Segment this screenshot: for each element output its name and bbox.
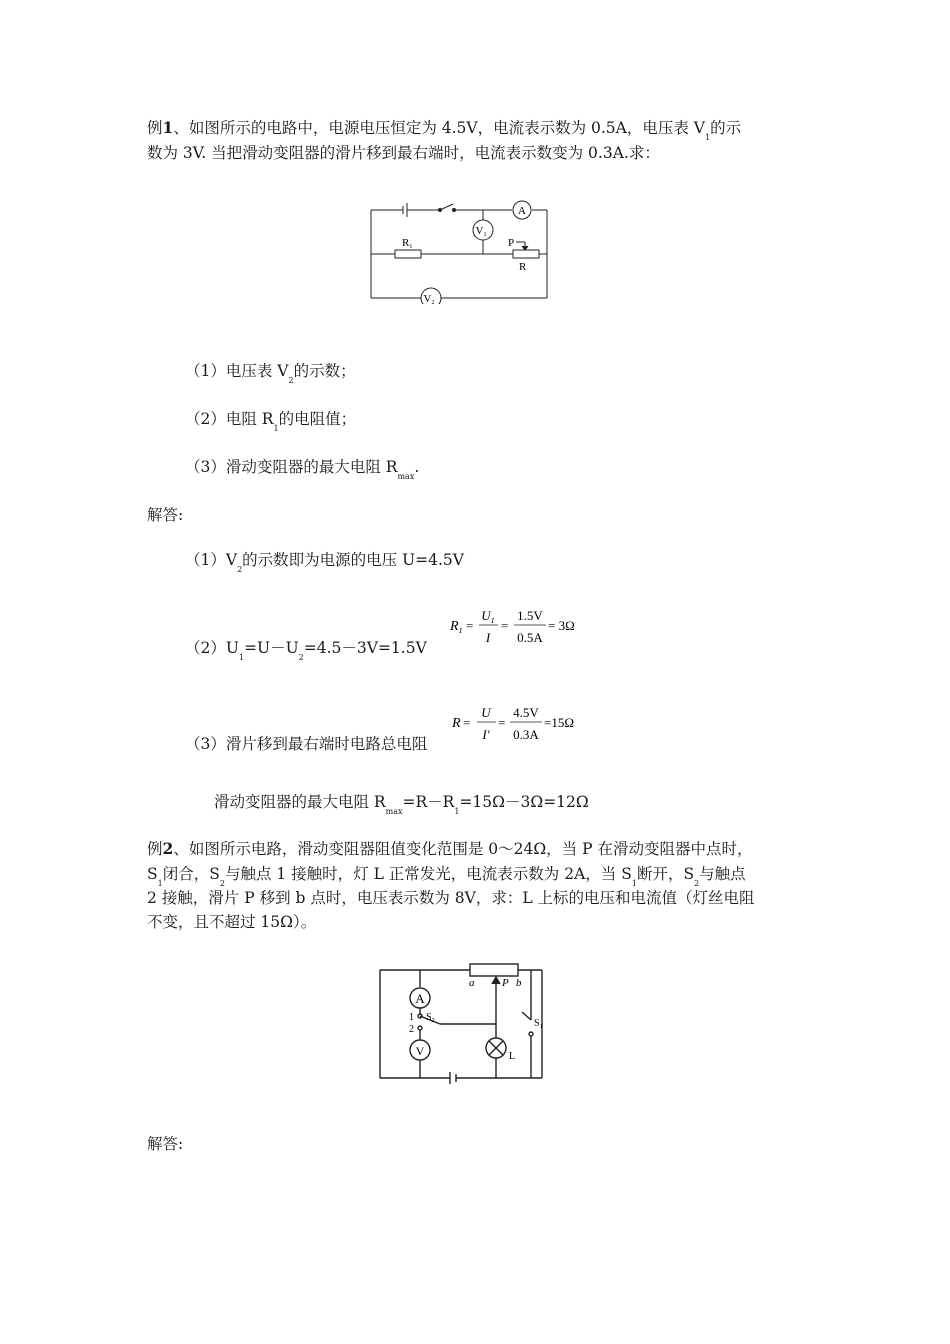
- ex2-line1: 例2、如图所示电路，滑动变阻器阻值变化范围是 0～24Ω，当 P 在滑动变阻器中点时，: [147, 839, 753, 858]
- s1-label: $S_1$: [534, 1018, 543, 1030]
- v1-label: V1: [475, 225, 487, 238]
- svg-text:R: R: [452, 716, 461, 731]
- svg-text:R1: $R_1$: [450, 619, 463, 635]
- svg-text:0.3A: 0.3A: [513, 727, 539, 742]
- svg-text:I: I: [485, 630, 491, 645]
- question-2: （2）电阻 $R_1$的电阻值；: [185, 410, 357, 433]
- b-label: b: [516, 977, 522, 989]
- a-label: a: [469, 977, 475, 989]
- ex2-circuit-diagram: [376, 962, 546, 1084]
- voltmeter-label: V: [415, 1044, 425, 1058]
- question-1: （1）电压表 $V_2$的示数；: [185, 362, 356, 385]
- svg-text:= 3Ω: = 3Ω: [548, 618, 575, 633]
- ex2-line2: $S_1$闭合，$S_2$与触点 1 接触时，灯 L 正常发光，电流表示数为 2A，当 $S_1$断开，$S_2$与触点: [147, 865, 746, 888]
- svg-text:=: =: [498, 715, 506, 730]
- v2-label: V2: [423, 293, 435, 304]
- svg-text:=: =: [501, 618, 509, 633]
- contact-1-label: 1: [409, 1012, 414, 1023]
- svg-text:=: =: [466, 618, 474, 633]
- svg-text:I′: I′: [482, 727, 490, 742]
- contact-2-label: 2: [409, 1024, 414, 1035]
- answer-2: $(2)U_1=U-U_2=4.5-3V=1.5V$: [185, 639, 427, 662]
- r-label: R: [519, 261, 527, 273]
- r1-label: R1: [402, 237, 413, 250]
- answer-label-2: 解答:: [147, 1135, 184, 1153]
- lamp-label: L: [509, 1051, 516, 1062]
- svg-text:1.5V: 1.5V: [517, 608, 543, 623]
- formula-r: [450, 700, 590, 746]
- question-3: （3）滑动变阻器的最大电阻 $R_{max}$.: [185, 458, 420, 481]
- p2-label: P: [502, 977, 509, 989]
- ex2-line4: 不变，且不超过 15Ω）。: [147, 913, 317, 931]
- answer-3-result: 滑动变阻器的最大电阻 $R_{max}=R-R_1=15\Omega-3\Omega=12\Omega$: [214, 793, 589, 816]
- svg-text:=15Ω: =15Ω: [544, 715, 574, 730]
- answer-1: $(1)V_2$的示数即为电源的电压 U=4.5V: [185, 551, 464, 574]
- ex1-circuit-diagram: [365, 198, 555, 304]
- ammeter-label: A: [518, 205, 526, 217]
- p-label: P: [508, 237, 515, 249]
- svg-text:U1: $U_1$: [481, 608, 495, 625]
- formula-r1: [448, 603, 588, 649]
- svg-text:0.5A: 0.5A: [517, 630, 543, 645]
- ex1-line2: 数为 3V. 当把滑动变阻器的滑片移到最右端时，电流表示数变为 0.3A.求：: [147, 144, 660, 162]
- s2-label: $S_2$: [426, 1012, 435, 1024]
- answer-label-1: 解答:: [147, 506, 184, 524]
- answer-3: （3）滑片移到最右端时电路总电阻: [185, 735, 428, 753]
- ammeter2-label: A: [415, 991, 425, 1006]
- ex2-line3: 2 接触，滑片 P 移到 b 点时，电压表示数为 8V，求：L 上标的电压和电流值（灯丝电阻: [147, 889, 755, 907]
- svg-text:=: =: [463, 715, 471, 730]
- svg-text:4.5V: 4.5V: [513, 705, 539, 720]
- ex1-line1: 例1、如图所示的电路中，电源电压恒定为 4.5V，电流表示数为 0.5A，电压表 $V_1$的示: [147, 118, 742, 142]
- svg-text:U: U: [481, 705, 491, 720]
